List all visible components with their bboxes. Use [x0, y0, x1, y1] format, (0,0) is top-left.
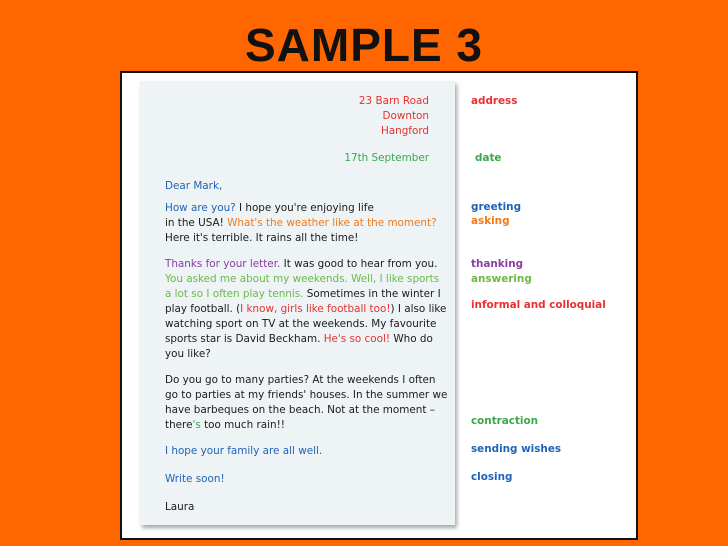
p2-line-1 [165, 258, 437, 270]
p2-line-2: You asked me about my weekends. Well, I like sports [165, 273, 440, 285]
letter-paper [140, 81, 455, 525]
label-answering: answering [471, 273, 532, 285]
label-asking: asking [471, 215, 510, 227]
label-date: date [475, 152, 502, 164]
address-line-2: Downton [382, 110, 429, 122]
text-run: It was good to hear from you. [280, 258, 438, 270]
text-run: ) I also like [390, 303, 447, 315]
salutation: Dear Mark, [165, 180, 223, 192]
label-closing: closing [471, 471, 513, 483]
text-run: Sometimes in the winter I [303, 288, 441, 300]
p2-line-5: watching sport on TV at the weekends. My favourite [165, 318, 437, 330]
label-greeting: greeting [471, 201, 522, 213]
p3-line-3: have barbeques on the beach. Not at the moment – [165, 404, 435, 416]
sending-wishes: I hope your family are all well. [165, 445, 323, 457]
p1-line-1 [165, 202, 374, 214]
text-run: too much rain!! [200, 419, 285, 431]
letter-date: 17th September [344, 152, 429, 164]
contraction-mark: 's [192, 419, 201, 431]
text-run: play football. ( [165, 303, 241, 315]
p1-line-3: Here it's terrible. It rains all the time! [165, 232, 359, 244]
address-line-3: Hangford [380, 125, 429, 137]
text-run: there [165, 419, 193, 431]
text-run: Who do [390, 333, 433, 345]
label-informal: informal and colloquial [471, 299, 606, 311]
closing: Write soon! [165, 473, 225, 485]
p3-line-2: go to parties at my friends' houses. In the summer we [165, 389, 448, 401]
text-run: I hope you're enjoying life [235, 202, 374, 214]
informal-phrase: He's so cool! [323, 333, 391, 345]
label-thanking: thanking [471, 258, 524, 270]
label-sending-wishes: sending wishes [471, 443, 562, 455]
thanking-phrase: Thanks for your letter. [165, 258, 281, 270]
label-address: address [471, 95, 518, 107]
answering-phrase: a lot so I often play tennis. [165, 288, 304, 300]
text-run: in the USA! [165, 217, 228, 229]
p1-line-2 [165, 217, 437, 229]
address-line-1: 23 Barn Road [358, 95, 429, 107]
text-run: sports star is David Beckham. [165, 333, 324, 345]
greeting-phrase: How are you? [165, 202, 236, 214]
p2-line-3 [165, 288, 441, 300]
p2-line-4 [165, 303, 446, 315]
p3-line-1: Do you go to many parties? At the weekends I often [165, 374, 436, 386]
p3-line-4 [165, 419, 285, 431]
signature: Laura [165, 501, 195, 513]
letter-figure [120, 71, 638, 540]
p2-line-6 [165, 333, 433, 345]
p2-line-7: you like? [165, 348, 211, 360]
label-contraction: contraction [471, 415, 539, 427]
slide-title: SAMPLE 3 [244, 19, 484, 71]
asking-phrase: What's the weather like at the moment? [227, 217, 437, 229]
informal-phrase: I know, girls like football too! [240, 303, 391, 315]
